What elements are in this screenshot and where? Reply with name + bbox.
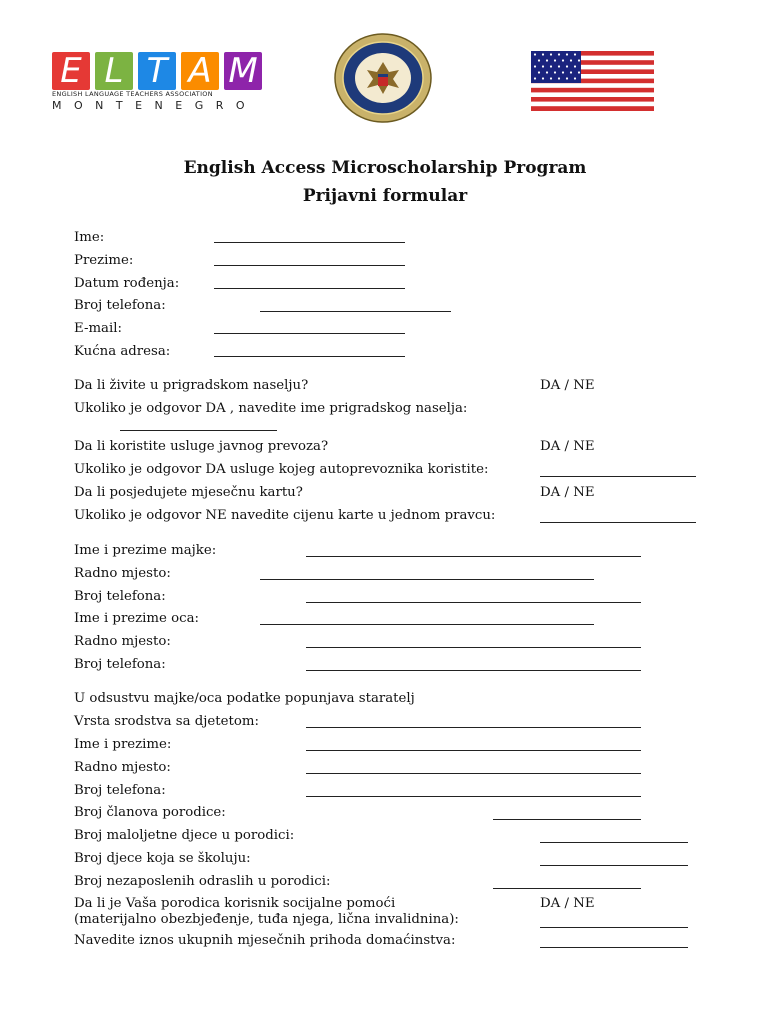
flag-star bbox=[534, 65, 536, 67]
label-maloljetna-djeca: Broj maloljetne djece u porodici: bbox=[74, 828, 295, 843]
field-socijalna-pomoc[interactable] bbox=[540, 926, 688, 928]
field-radno-mjesto-staratelja[interactable] bbox=[306, 772, 641, 774]
field-djeca-skoluju[interactable] bbox=[540, 864, 688, 866]
logo-subtitle: ENGLISH LANGUAGE TEACHERS ASSOCIATION bbox=[52, 90, 213, 98]
us-flag-icon bbox=[531, 51, 654, 111]
label-email: E-mail: bbox=[74, 321, 122, 336]
answer-javni-prevoz[interactable]: DA / NE bbox=[540, 439, 595, 454]
followup-cijena-karte: Ukoliko je odgovor NE navedite cijenu karte u jednom pravcu: bbox=[74, 508, 496, 523]
guardian-intro: U odsustvu majke/oca podatke popunjava staratelj bbox=[74, 691, 415, 706]
flag-star bbox=[570, 71, 572, 73]
field-broj-clanova[interactable] bbox=[493, 818, 641, 820]
label-radno-mjesto-oca: Radno mjesto: bbox=[74, 634, 171, 649]
field-prezime[interactable] bbox=[214, 264, 405, 266]
flag-star bbox=[566, 65, 568, 67]
field-cijena-karte[interactable] bbox=[540, 521, 696, 523]
label-telefon-majke: Broj telefona: bbox=[74, 589, 166, 604]
field-nezaposleni[interactable] bbox=[493, 887, 641, 889]
flag-star bbox=[546, 71, 548, 73]
logo-letter-m: M bbox=[224, 52, 262, 90]
field-ime-majke[interactable] bbox=[306, 555, 641, 557]
field-telefon-oca[interactable] bbox=[306, 669, 641, 671]
flag-star bbox=[558, 65, 560, 67]
label-radno-mjesto-staratelja: Radno mjesto: bbox=[74, 760, 171, 775]
question-prigradsko-naselje: Da li živite u prigradskom naselju? bbox=[74, 378, 309, 393]
embassy-seal-icon bbox=[333, 32, 433, 124]
field-mjesecni-prihodi[interactable] bbox=[540, 946, 688, 948]
label-telefon-oca: Broj telefona: bbox=[74, 657, 166, 672]
flag-star bbox=[542, 53, 544, 55]
flag-star bbox=[550, 53, 552, 55]
label-djeca-skoluju: Broj djece koja se školuju: bbox=[74, 851, 251, 866]
logo-letter-l: L bbox=[95, 52, 133, 90]
page-title: English Access Microscholarship Program bbox=[183, 158, 587, 178]
field-ime-oca[interactable] bbox=[260, 623, 594, 625]
followup-autoprevoznik: Ukoliko je odgovor DA usluge kojeg autoprevoznika koristite: bbox=[74, 462, 489, 477]
logo-letter-a: A bbox=[181, 52, 219, 90]
answer-socijalna-pomoc[interactable]: DA / NE bbox=[540, 896, 595, 911]
label-ime-oca: Ime i prezime oca: bbox=[74, 611, 199, 626]
question-socijalna-pomoc: Da li je Vaša porodica korisnik socijalne pomoći bbox=[74, 896, 396, 911]
label-telefon-staratelja: Broj telefona: bbox=[74, 783, 166, 798]
flag-star bbox=[574, 65, 576, 67]
flag-star bbox=[562, 59, 564, 61]
flag-star bbox=[554, 71, 556, 73]
flag-star bbox=[554, 59, 556, 61]
question-mjesecna-karta: Da li posjedujete mjesečnu kartu? bbox=[74, 485, 303, 500]
label-broj-clanova: Broj članova porodice: bbox=[74, 805, 226, 820]
field-radno-mjesto-oca[interactable] bbox=[306, 646, 641, 648]
label-radno-mjesto-majke: Radno mjesto: bbox=[74, 566, 171, 581]
flag-star bbox=[566, 77, 568, 79]
flag-star bbox=[534, 53, 536, 55]
flag-star bbox=[534, 77, 536, 79]
flag-star bbox=[578, 59, 580, 61]
flag-star bbox=[574, 77, 576, 79]
flag-star bbox=[574, 53, 576, 55]
flag-star bbox=[542, 65, 544, 67]
label-broj-telefona: Broj telefona: bbox=[74, 298, 166, 313]
logo-letter-t: T bbox=[138, 52, 176, 90]
flag-star bbox=[578, 71, 580, 73]
question-javni-prevoz: Da li koristite usluge javnog prevoza? bbox=[74, 439, 329, 454]
flag-star bbox=[566, 53, 568, 55]
answer-mjesecna-karta[interactable]: DA / NE bbox=[540, 485, 595, 500]
flag-star bbox=[562, 71, 564, 73]
field-email[interactable] bbox=[214, 332, 405, 334]
field-autoprevoznik[interactable] bbox=[540, 475, 696, 477]
label-vrsta-srodstva: Vrsta srodstva sa djetetom: bbox=[74, 714, 259, 729]
flag-star bbox=[558, 53, 560, 55]
label-ime: Ime: bbox=[74, 230, 105, 245]
logo-letter-e: E bbox=[52, 52, 90, 90]
field-ime-staratelja[interactable] bbox=[306, 749, 641, 751]
field-maloljetna-djeca[interactable] bbox=[540, 841, 688, 843]
field-datum-rodjenja[interactable] bbox=[214, 287, 405, 289]
flag-star bbox=[546, 59, 548, 61]
eltam-logo bbox=[52, 52, 264, 112]
field-radno-mjesto-majke[interactable] bbox=[260, 578, 594, 580]
flag-star bbox=[542, 77, 544, 79]
label-nezaposleni: Broj nezaposlenih odraslih u porodici: bbox=[74, 874, 331, 889]
field-vrsta-srodstva[interactable] bbox=[306, 726, 641, 728]
field-broj-telefona[interactable] bbox=[260, 310, 451, 312]
document-header bbox=[0, 0, 770, 140]
field-telefon-staratelja[interactable] bbox=[306, 795, 641, 797]
field-kucna-adresa[interactable] bbox=[214, 355, 405, 357]
field-telefon-majke[interactable] bbox=[306, 601, 641, 603]
flag-star bbox=[538, 71, 540, 73]
flag-star bbox=[550, 77, 552, 79]
flag-star bbox=[558, 77, 560, 79]
label-mjesecni-prihodi: Navedite iznos ukupnih mjesečnih prihoda domaćinstva: bbox=[74, 933, 456, 948]
label-ime-majke: Ime i prezime majke: bbox=[74, 543, 217, 558]
label-kucna-adresa: Kućna adresa: bbox=[74, 344, 171, 359]
answer-prigradsko-naselje[interactable]: DA / NE bbox=[540, 378, 595, 393]
question-socijalna-pomoc-detail: (materijalno obezbjeđenje, tuđa njega, lična invalidnina): bbox=[74, 912, 459, 927]
label-prezime: Prezime: bbox=[74, 253, 134, 268]
logo-country: MONTENEGRO bbox=[52, 99, 258, 112]
followup-prigradsko-naselje: Ukoliko je odgovor DA , navedite ime prigradskog naselja: bbox=[74, 401, 468, 416]
flag-star bbox=[550, 65, 552, 67]
label-datum-rodjenja: Datum rođenja: bbox=[74, 276, 180, 291]
label-ime-staratelja: Ime i prezime: bbox=[74, 737, 172, 752]
flag-star bbox=[570, 59, 572, 61]
flag-star bbox=[538, 59, 540, 61]
field-ime[interactable] bbox=[214, 241, 405, 243]
page-subtitle: Prijavni formular bbox=[302, 186, 468, 206]
field-prigradsko-naselje[interactable] bbox=[120, 429, 277, 431]
